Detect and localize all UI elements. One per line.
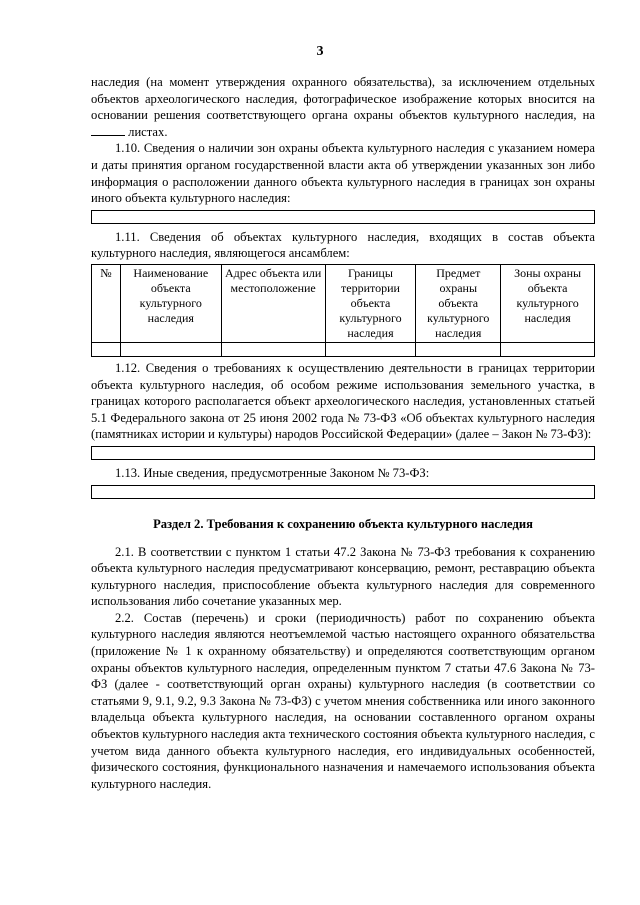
paragraph-1-10: 1.10. Сведения о наличии зон охраны объекта культурного наследия с указанием номера и даты принятия органом государственной власти акта об утверждении указанных зон либо информация о расположении данного объекта культурного наследия в границах зон охраны иного объекта культурного наследия: bbox=[91, 141, 595, 206]
paragraph-1-12: 1.12. Сведения о требованиях к осуществлению деятельности в границах территории объекта культурного наследия, об особом режиме использования земельного участка, в границах которого располагается объект археологического наследия, установленных статьей 5.1 Федерального закона от 25 июня 2002 года № 73-ФЗ «Об объектах культурного наследия (памятниках истории и культуры) народов Российской Федерации» (далее – Закон № 73-ФЗ): bbox=[91, 360, 595, 442]
paragraph-continuation-suffix: листах. bbox=[128, 124, 168, 139]
page-number: 3 bbox=[316, 44, 324, 59]
table-header-row bbox=[92, 264, 595, 342]
table-cell[interactable] bbox=[416, 342, 501, 356]
table-cell[interactable] bbox=[92, 342, 121, 356]
table-header-zones: Зоны охраны объекта культурного наследия bbox=[501, 264, 595, 342]
table-cell[interactable] bbox=[501, 342, 595, 356]
paragraph-continuation bbox=[91, 74, 595, 140]
table-header-name: Наименование объекта культурного наследия bbox=[120, 264, 221, 342]
paragraph-1-13: 1.13. Иные сведения, предусмотренные Законом № 73-ФЗ: bbox=[115, 465, 430, 480]
ensemble-objects-table bbox=[91, 264, 595, 357]
paragraph-1-11: 1.11. Сведения об объектах культурного наследия, входящих в состав объекта культурного наследия, являющегося ансамблем: bbox=[91, 229, 595, 261]
table-cell[interactable] bbox=[325, 342, 416, 356]
paragraph-2-2: 2.2. Состав (перечень) и сроки (периодичность) работ по сохранению объекта культурного наследия являются неотъемлемой частью настоящего охранного обязательства (приложение № 1 к охранному обязательству) и определяются соответствующим органом охраны объектов культурного наследия, определенным пунктом 7 статьи 47.6 Закона № 73-ФЗ (далее - соответствующий орган охраны) культурного наследия (в соответствии со статьями 9, 9.1, 9.2, 9.3 Закона № 73-ФЗ) с учетом мнения собственника или иного законного владельца объекта культурного наследия, на основании составленного органом охраны объектов культурного наследия акта технического состояния объекта культурного наследия, с учетом вида данного объекта культурного наследия, его индивидуальных особенностей, физического состояния, функционального назначения и намечаемого использования объекта культурного наследия. bbox=[91, 610, 595, 791]
table-header-boundaries: Границы территории объекта культурного наследия bbox=[325, 264, 416, 342]
table-header-number: № bbox=[92, 264, 121, 342]
table-header-subject: Предмет охраны объекта культурного наследия bbox=[416, 264, 501, 342]
paragraph-continuation-text: наследия (на момент утверждения охранного обязательства), за исключением отдельных объектов археологического наследия, фотографическое изображение которых вносится на основании решения соответствующего органа охраны объектов культурного наследия, на bbox=[91, 75, 595, 123]
section-2-title: Раздел 2. Требования к сохранению объекта культурного наследия bbox=[153, 516, 533, 531]
protection-zones-field[interactable] bbox=[91, 210, 595, 224]
document-body bbox=[91, 74, 595, 792]
table-cell[interactable] bbox=[221, 342, 325, 356]
other-info-field[interactable] bbox=[91, 485, 595, 499]
table-row bbox=[92, 342, 595, 356]
activity-requirements-field[interactable] bbox=[91, 446, 595, 460]
paragraph-2-1: 2.1. В соответствии с пунктом 1 статьи 47.2 Закона № 73-ФЗ требования к сохранению объекта культурного наследия предусматривают консервацию, ремонт, реставрацию объекта культурного наследия, приспособление объекта культурного наследия для современного использования либо сочетание указанных мер. bbox=[91, 544, 595, 609]
table-header-address: Адрес объекта или местоположение bbox=[221, 264, 325, 342]
table-cell[interactable] bbox=[120, 342, 221, 356]
sheet-count-blank bbox=[91, 124, 125, 136]
